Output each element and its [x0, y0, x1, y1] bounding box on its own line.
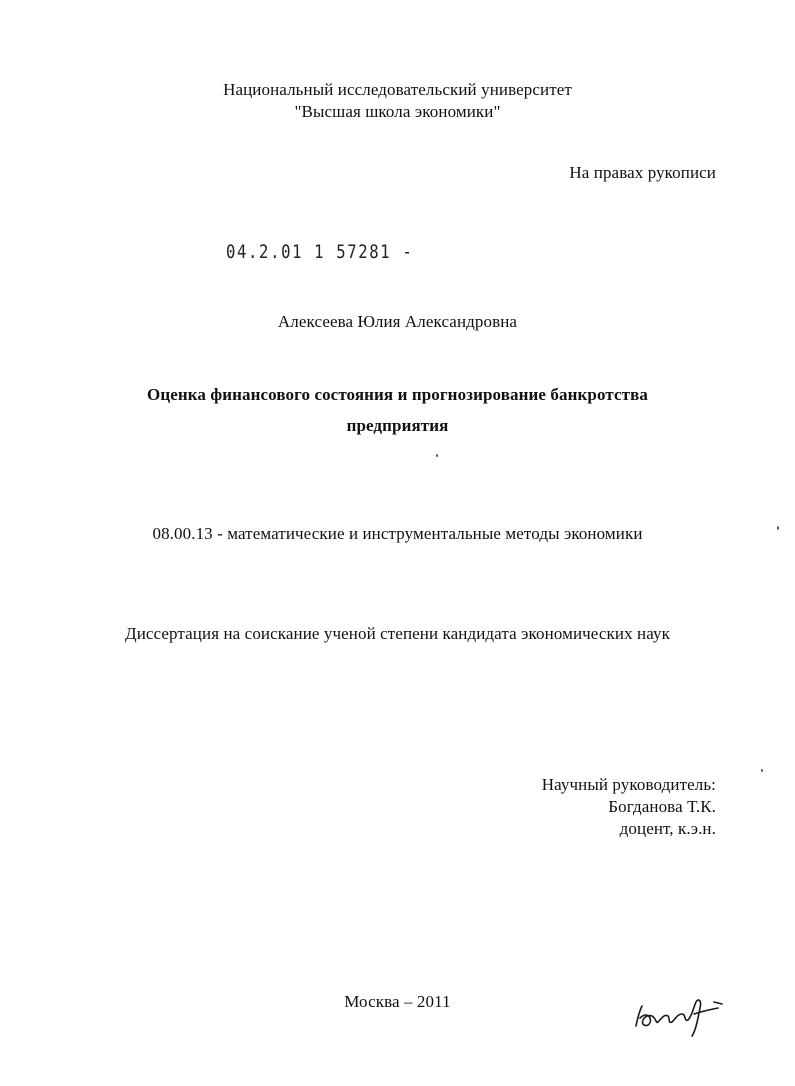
- advisor-name: Богданова Т.К.: [608, 797, 716, 816]
- university-name-line2: "Высшая школа экономики": [294, 102, 501, 121]
- advisor-rank: доцент, к.э.н.: [619, 819, 716, 838]
- rights-note: На правах рукописи: [569, 163, 716, 182]
- degree-statement: Диссертация на соискание ученой степени кандидата экономических наук: [125, 624, 670, 643]
- dissertation-title-line2: предприятия: [346, 416, 449, 435]
- university-name-line1: Национальный исследовательский университет: [223, 80, 572, 99]
- dissertation-title-line1: Оценка финансового состояния и прогнозирование банкротства: [147, 385, 648, 404]
- advisor-label: Научный руководитель:: [541, 775, 716, 794]
- city-year: Москва – 2011: [344, 992, 451, 1011]
- scan-speck: [761, 769, 763, 772]
- signature-mark: [630, 992, 730, 1042]
- catalog-number: 04.2.01 1 57281 -: [226, 241, 414, 263]
- scan-speck: [777, 526, 779, 530]
- specialty-code: 08.00.13 - математические и инструментальные методы экономики: [152, 524, 643, 543]
- scan-speck: [436, 454, 438, 457]
- author-name: Алексеева Юлия Александровна: [277, 312, 518, 331]
